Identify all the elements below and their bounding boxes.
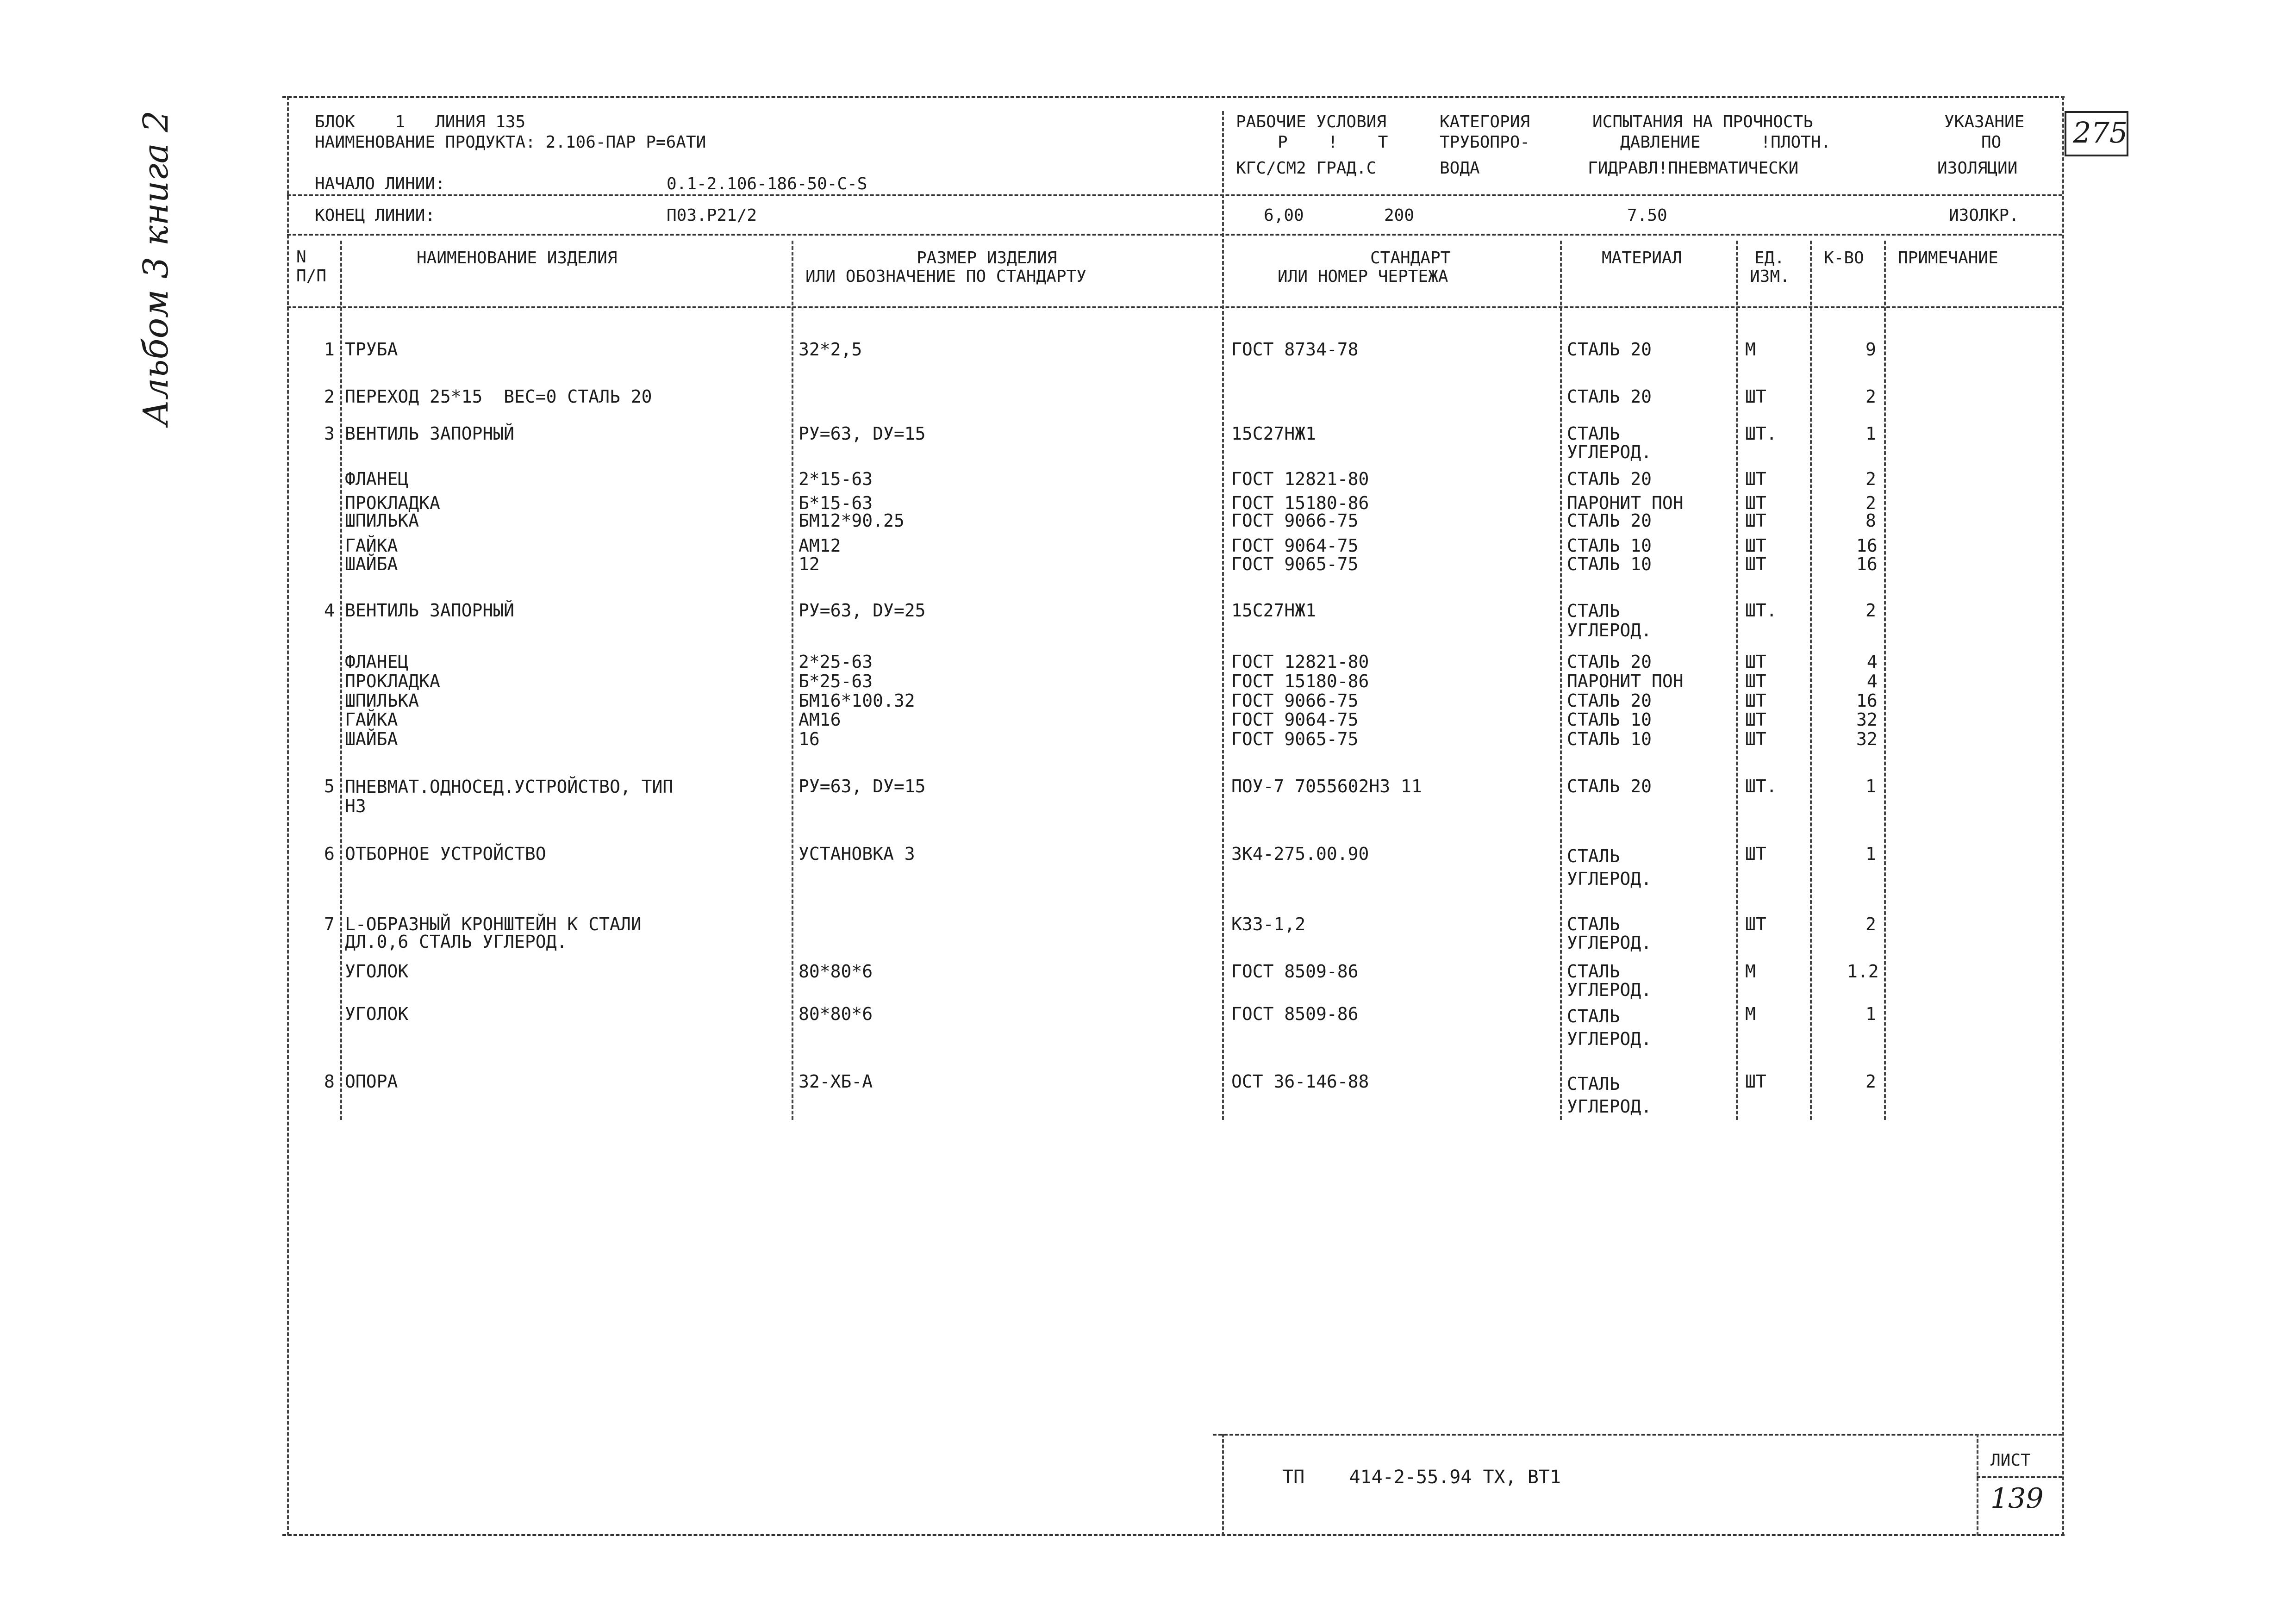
row-std: ПОУ-7 7055602Н3 11 <box>1231 776 1422 796</box>
row-size: 2*15-63 <box>799 469 873 489</box>
category-sub: ТРУБОПРО- <box>1440 133 1530 152</box>
row-name: УГОЛОК <box>345 961 409 982</box>
col-header-size-1: РАЗМЕР ИЗДЕЛИЯ <box>917 249 1057 267</box>
row-num: 3 <box>324 423 335 444</box>
row-material: СТАЛЬ УГЛЕРОД. <box>1567 846 1652 889</box>
stamp-sheet-mid <box>1977 1476 2062 1478</box>
row-std: ГОСТ 9064-75 ГОСТ 9065-75 <box>1231 535 1359 574</box>
row-std: ОСТ 36-146-88 <box>1231 1071 1369 1092</box>
column-header-sep <box>287 306 2062 308</box>
stamp-sheet-sep <box>1977 1434 1978 1536</box>
row-material: СТАЛЬ 20 <box>1567 776 1652 796</box>
work-conditions-pt: Р ! Т <box>1278 133 1388 152</box>
row-unit: ШТ ШТ <box>1745 535 1766 574</box>
row-name: L-ОБРАЗНЫЙ КРОНШТЕЙН К СТАЛИ ДЛ.0,6 СТАЛЬ УГЛЕРОД. <box>345 914 642 952</box>
col-header-std-2: ИЛИ НОМЕР ЧЕРТЕЖА <box>1278 267 1448 286</box>
row-unit: ШТ <box>1745 469 1766 489</box>
row-material: СТАЛЬ УГЛЕРОД. <box>1567 961 1652 1000</box>
row-unit: М <box>1745 1004 1756 1024</box>
row-material: СТАЛЬ УГЛЕРОД. <box>1567 1006 1652 1050</box>
row-unit: ШТ <box>1745 386 1766 407</box>
row-size: АМ12 12 <box>799 535 841 574</box>
row-std: ГОСТ 12821-80 ГОСТ 15180-86 ГОСТ 9066-75 ГОСТ 9064-75 ГОСТ 9065-75 <box>1231 652 1369 750</box>
row-std: ГОСТ 8509-86 <box>1231 961 1359 982</box>
stamp-left-line <box>1222 1434 1224 1536</box>
row-std: 3К4-275.00.90 <box>1231 844 1369 864</box>
col-header-material: МАТЕРИАЛ <box>1602 249 1682 267</box>
row-name: ПРОКЛАДКА ШПИЛЬКА <box>345 493 440 531</box>
row-num: 6 <box>324 844 335 864</box>
row-qty: 1.2 <box>1847 961 1879 982</box>
tests-types: ГИДРАВЛ!ПНЕВМАТИЧЕСКИ <box>1588 159 1799 178</box>
header-sep-1 <box>287 194 2062 196</box>
row-name: ОТБОРНОЕ УСТРОЙСТВО <box>345 844 546 864</box>
frame-top <box>282 96 2065 98</box>
row-size: 80*80*6 <box>799 1004 873 1024</box>
row-std: ГОСТ 8734-78 <box>1231 339 1359 360</box>
row-size: 32-ХБ-А <box>799 1071 873 1092</box>
col-sep-std <box>1560 241 1562 1120</box>
frame-right <box>2062 96 2064 1536</box>
col-header-num: N П/П <box>296 248 327 286</box>
row-name: ВЕНТИЛЬ ЗАПОРНЫЙ <box>345 423 515 444</box>
col-sep-mat <box>1736 241 1738 1120</box>
row-qty: 2 <box>1866 386 1876 407</box>
row-qty: 2 <box>1866 914 1876 934</box>
album-stamp-number: 275 <box>2073 116 2128 149</box>
row-unit: ШТ <box>1745 844 1766 864</box>
value-pressure: 6,00 <box>1264 206 1304 225</box>
row-material: СТАЛЬ 20 <box>1567 469 1652 489</box>
tests-pressure: ДАВЛЕНИЕ !ПЛОТН. <box>1620 133 1831 152</box>
col-header-qty: К-ВО <box>1824 249 1864 267</box>
row-name: ПНЕВМАТ.ОДНОСЕД.УСТРОЙСТВО, ТИП Н3 <box>345 777 674 816</box>
row-name: ГАЙКА ШАЙБА <box>345 535 398 574</box>
line-start-value: 0.1-2.106-186-50-С-S <box>667 174 867 193</box>
insulation-po: ПО <box>1981 133 2002 152</box>
product-name: НАИМЕНОВАНИЕ ПРОДУКТА: 2.106-ПАР Р=6АТИ <box>315 133 706 152</box>
frame-bottom <box>282 1534 2065 1536</box>
tests-title: ИСПЫТАНИЯ НА ПРОЧНОСТЬ <box>1592 112 1813 131</box>
row-size: РУ=63, DУ=15 <box>799 776 926 796</box>
row-size: 2*25-63 Б*25-63 БМ16*100.32 АМ16 16 <box>799 652 915 750</box>
header-sep-2 <box>287 234 2062 236</box>
line-start-label: НАЧАЛО ЛИНИИ: <box>315 174 445 193</box>
col-sep-name <box>792 241 793 1120</box>
col-header-unit-2: ИЗМ. <box>1750 267 1790 286</box>
row-material: СТАЛЬ УГЛЕРОД. <box>1567 601 1652 640</box>
row-unit: М <box>1745 961 1756 982</box>
row-qty: 2 <box>1866 1071 1876 1092</box>
row-size: 32*2,5 <box>799 339 862 360</box>
row-num: 8 <box>324 1071 335 1092</box>
value-hydraulic: 7.50 <box>1627 206 1667 225</box>
col-header-note: ПРИМЕЧАНИЕ <box>1898 249 1998 267</box>
row-name: ПЕРЕХОД 25*15 ВЕС=0 СТАЛЬ 20 <box>345 386 652 407</box>
row-num: 7 <box>324 914 335 934</box>
row-unit: ШТ. <box>1745 600 1777 621</box>
row-qty: 1 <box>1866 423 1876 444</box>
row-std: ГОСТ 15180-86 ГОСТ 9066-75 <box>1231 493 1369 531</box>
line-end-value: П03.Р21/2 <box>667 206 757 225</box>
row-qty: 4 4 16 32 32 <box>1856 652 1878 750</box>
row-name: ФЛАНЕЦ <box>345 469 409 489</box>
row-size: Б*15-63 БМ12*90.25 <box>799 493 905 531</box>
row-name: УГОЛОК <box>345 1004 409 1024</box>
category-title: КАТЕГОРИЯ <box>1440 112 1530 131</box>
sheet-number: 139 <box>1990 1482 2044 1515</box>
work-conditions-title: РАБОЧИЕ УСЛОВИЯ <box>1236 112 1387 131</box>
row-std: 15С27НЖ1 <box>1231 423 1316 444</box>
row-unit: ШТ ШТ ШТ ШТ ШТ <box>1745 652 1766 750</box>
row-unit: ШТ <box>1745 914 1766 934</box>
row-num: 2 <box>324 386 335 407</box>
row-material: СТАЛЬ 20 <box>1567 386 1652 407</box>
row-material: СТАЛЬ УГЛЕРОД. <box>1567 914 1652 953</box>
row-name: ТРУБА <box>345 339 398 360</box>
row-num: 5 <box>324 776 335 796</box>
row-name: ОПОРА <box>345 1071 398 1092</box>
block-line: БЛОК 1 ЛИНИЯ 135 <box>315 112 526 131</box>
value-temperature: 200 <box>1384 206 1415 225</box>
side-note: Альбом 3 книга 2 <box>136 110 176 426</box>
work-conditions-units: КГС/СМ2 ГРАД.С <box>1236 159 1377 178</box>
row-size: РУ=63, DУ=25 <box>799 600 926 621</box>
album-stamp <box>2065 111 2128 156</box>
sheet-label: ЛИСТ <box>1990 1451 2031 1470</box>
row-std: ГОСТ 8509-86 <box>1231 1004 1359 1024</box>
line-end-label: КОНЕЦ ЛИНИИ: <box>315 206 436 225</box>
category-medium: ВОДА <box>1440 159 1480 178</box>
row-qty: 2 <box>1866 469 1876 489</box>
col-sep-qty <box>1884 241 1886 1120</box>
row-std: 15С27НЖ1 <box>1231 600 1316 621</box>
row-name: ВЕНТИЛЬ ЗАПОРНЫЙ <box>345 600 515 621</box>
row-qty: 9 <box>1866 339 1876 360</box>
insulation-title: УКАЗАНИЕ <box>1944 112 2025 131</box>
row-material: СТАЛЬ УГЛЕРОД. <box>1567 423 1652 462</box>
frame-left <box>287 96 289 1536</box>
row-material: СТАЛЬ 20 ПАРОНИТ ПОН СТАЛЬ 20 СТАЛЬ 10 СТАЛЬ 10 <box>1567 652 1684 750</box>
stamp-top-line <box>1213 1434 2062 1436</box>
insulation-sub: ИЗОЛЯЦИИ <box>1937 159 2018 178</box>
value-insulation: ИЗОЛКР. <box>1949 206 2019 225</box>
col-sep-size <box>1222 111 1224 1120</box>
row-qty: 2 8 <box>1866 493 1876 531</box>
row-unit: ШТ ШТ <box>1745 493 1766 531</box>
row-std: ГОСТ 12821-80 <box>1231 469 1369 489</box>
row-unit: М <box>1745 339 1756 360</box>
row-qty: 1 <box>1866 844 1876 864</box>
col-header-std-1: СТАНДАРТ <box>1370 249 1451 267</box>
row-std: К33-1,2 <box>1231 914 1306 934</box>
row-size: 80*80*6 <box>799 961 873 982</box>
row-unit: ШТ <box>1745 1071 1766 1092</box>
col-sep-unit <box>1810 241 1812 1120</box>
col-sep-num <box>340 241 342 1120</box>
row-num: 4 <box>324 600 335 621</box>
row-qty: 16 16 <box>1856 535 1878 574</box>
row-name: ФЛАНЕЦ ПРОКЛАДКА ШПИЛЬКА ГАЙКА ШАЙБА <box>345 652 440 750</box>
row-qty: 1 <box>1866 1004 1876 1024</box>
row-num: 1 <box>324 339 335 360</box>
row-material: ПАРОНИТ ПОН СТАЛЬ 20 <box>1567 493 1684 531</box>
row-size: УСТАНОВКА 3 <box>799 844 915 864</box>
row-unit: ШТ. <box>1745 776 1777 796</box>
col-header-size-2: ИЛИ ОБОЗНАЧЕНИЕ ПО СТАНДАРТУ <box>805 267 1086 286</box>
col-header-name: НАИМЕНОВАНИЕ ИЗДЕЛИЯ <box>417 249 618 267</box>
row-qty: 2 <box>1866 600 1876 621</box>
row-size: РУ=63, DУ=15 <box>799 423 926 444</box>
row-material: СТАЛЬ 10 СТАЛЬ 10 <box>1567 535 1652 574</box>
col-header-unit-1: ЕД. <box>1754 249 1785 267</box>
row-material: СТАЛЬ 20 <box>1567 339 1652 360</box>
row-unit: ШТ. <box>1745 423 1777 444</box>
row-material: СТАЛЬ УГЛЕРОД. <box>1567 1074 1652 1117</box>
doc-code: ТП 414-2-55.94 ТХ, ВТ1 <box>1282 1467 1561 1488</box>
row-qty: 1 <box>1866 776 1876 796</box>
